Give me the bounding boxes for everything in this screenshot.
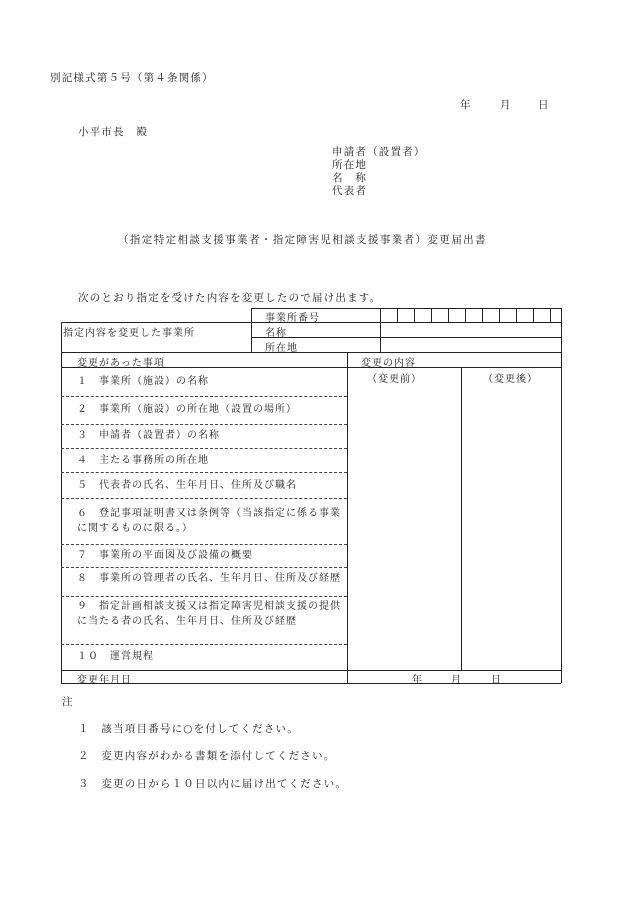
document-title: （指定特定相談支援事業者・指定障害児相談支援事業者）変更届出書 bbox=[118, 234, 487, 246]
change-date-year: 年 bbox=[412, 675, 423, 686]
change-date-month: 月 bbox=[451, 675, 462, 686]
notes-heading: 注 bbox=[62, 696, 74, 708]
applicant-representative-label: 代表者 bbox=[332, 185, 368, 197]
change-date-day: 日 bbox=[491, 675, 502, 686]
office-address-label: 所在地 bbox=[265, 343, 298, 354]
intro-text: 次のとおり指定を受けた内容を変更したので届け出ます。 bbox=[78, 292, 382, 304]
office-name-label: 名称 bbox=[265, 328, 287, 339]
change-content-header: 変更の内容 bbox=[361, 358, 416, 369]
date-day: 日 bbox=[538, 99, 550, 111]
change-item: ９ 指定計画相談支援又は指定障害児相談支援の提供に当たる者の氏名、生年月日、住所及び経歴 bbox=[77, 601, 341, 627]
note-item: ２ 変更内容がわかる書類を添付してください。 bbox=[78, 750, 336, 762]
changed-items-header: 変更があった事項 bbox=[77, 358, 165, 369]
change-item: ８ 事業所の管理者の氏名、生年月日、住所及び経歴 bbox=[77, 573, 341, 584]
before-label: （変更前） bbox=[367, 374, 422, 385]
applicant-heading: 申請者（設置者） bbox=[332, 146, 426, 158]
applicant-name-label: 名 称 bbox=[332, 172, 368, 184]
applicant-address-label: 所在地 bbox=[332, 159, 368, 171]
date-month: 月 bbox=[500, 99, 512, 111]
change-item: １ 事業所（施設）の名称 bbox=[77, 376, 209, 387]
change-item: ３ 申請者（設置者）の名称 bbox=[77, 430, 220, 441]
change-item: ５ 代表者の氏名、生年月日、住所及び職名 bbox=[77, 480, 297, 491]
change-item: １０ 運営規程 bbox=[77, 651, 154, 662]
change-item: ７ 事業所の平面図及び設備の概要 bbox=[77, 550, 253, 561]
note-item: １ 該当項目番号に○を付してください。 bbox=[78, 723, 299, 735]
form-number: 別記様式第５号（第４条関係） bbox=[50, 72, 214, 84]
addressee: 小平市長 殿 bbox=[78, 126, 149, 138]
office-label: 指定内容を変更した事業所 bbox=[63, 328, 195, 339]
change-item: ６ 登記事項証明書又は条例等（当該指定に係る事業に関するものに限る。） bbox=[77, 508, 341, 534]
change-item: ４ 主たる事務所の所在地 bbox=[77, 455, 209, 466]
change-date-label: 変更年月日 bbox=[77, 675, 132, 686]
change-item: ２ 事業所（施設）の所在地（設置の場所） bbox=[77, 404, 297, 415]
date-year: 年 bbox=[460, 99, 472, 111]
office-number-label: 事業所番号 bbox=[265, 313, 320, 324]
change-form-table bbox=[61, 308, 561, 686]
after-label: （変更後） bbox=[483, 374, 538, 385]
note-item: ３ 変更の日から１０日以内に届け出てください。 bbox=[78, 778, 348, 790]
